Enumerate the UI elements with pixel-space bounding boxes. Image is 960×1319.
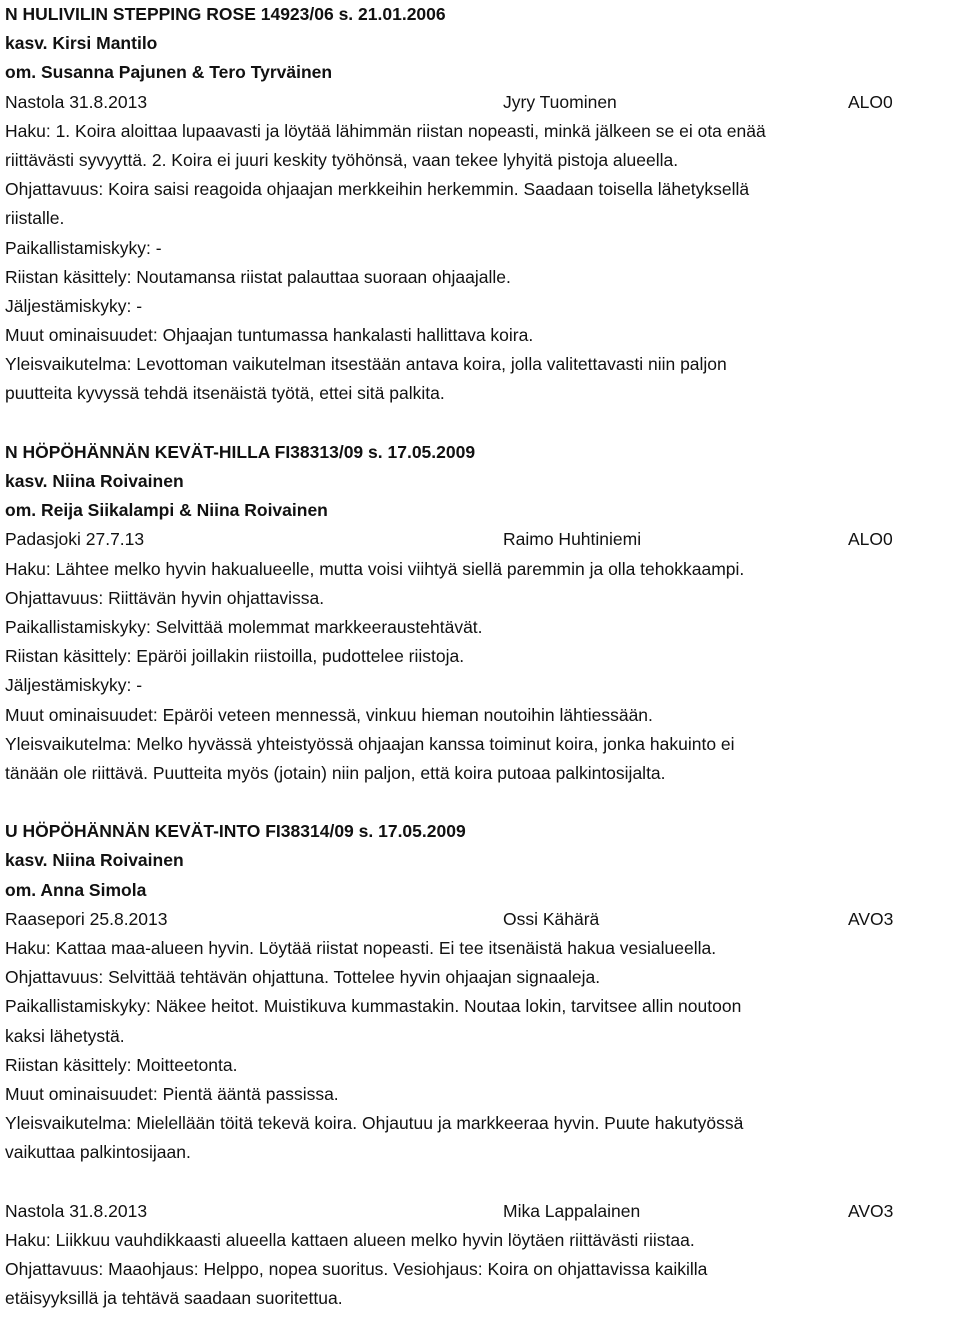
evaluation-text-line: riittävästi syvyyttä. 2. Koira ei juuri keskity työhönsä, vaan tekee lyhyitä pistoja alueella. (5, 149, 679, 170)
evaluation-text-line: Jäljestämiskyky: - (5, 675, 143, 696)
evaluation-text-line: Riistan käsittely: Noutamansa riistat palauttaa suoraan ohjaajalle. (5, 266, 511, 287)
evaluation-text-line: riistalle. (5, 208, 65, 229)
evaluation-text-line: Yleisvaikutelma: Levottoman vaikutelman itsestään antava koira, jolla valitettavasti niin paljon (5, 354, 727, 375)
evaluation-text-line: Paikallistamiskyky: Selvittää molemmat markkeeraustehtävät. (5, 616, 483, 637)
owner: om. Reija Siikalampi & Niina Roivainen (5, 500, 328, 521)
judge-name: Raimo Huhtiniemi (503, 529, 642, 550)
breeder: kasv. Niina Roivainen (5, 471, 184, 491)
dog-title: N HULIVILIN STEPPING ROSE 14923/06 s. 21.01.2006 (5, 4, 446, 24)
evaluation-text-line: Paikallistamiskyky: - (5, 237, 162, 258)
evaluation-header (5, 905, 950, 934)
breeder: kasv. Kirsi Mantilo (5, 33, 158, 54)
evaluation-text-line: kaksi lähetystä. (5, 1025, 125, 1046)
evaluation-text-line: Haku: 1. Koira aloittaa lupaavasti ja löytää lähimmän riistan nopeasti, minkä jälkeen se ei ota enää (5, 120, 766, 141)
evaluation-text-line: Yleisvaikutelma: Mielellään töitä tekevä koira. Ohjautuu ja markkeeraa hyvin. Puute hakutyössä (5, 1113, 744, 1134)
result-grade: AVO3 (848, 1200, 894, 1221)
evaluation-header (5, 88, 950, 117)
trial-place-date: Nastola 31.8.2013 (5, 1200, 148, 1221)
evaluation-text-line: Muut ominaisuudet: Epäröi veteen mennessä, vinkuu hieman noutoihin lähtiessään. (5, 704, 653, 725)
evaluation-text-line: Haku: Lähtee melko hyvin hakualueelle, mutta voisi viihtyä siellä paremmin ja olla tehokkaampi. (5, 558, 745, 579)
evaluation-text-line: Ohjattavuus: Maaohjaus: Helppo, nopea suoritus. Vesiohjaus: Koira on ohjattavissa kaikilla (5, 1259, 708, 1280)
evaluation-text-line: Muut ominaisuudet: Pientä ääntä passissa. (5, 1083, 339, 1104)
trial-place-date: Nastola 31.8.2013 (5, 91, 148, 112)
evaluation-text-line: Ohjattavuus: Koira saisi reagoida ohjaajan merkkeihin herkemmin. Saadaan toisella lähetyksellä (5, 179, 750, 200)
evaluation-text-line: Yleisvaikutelma: Melko hyvässä yhteistyössä ohjaajan kanssa toiminut koira, jonka hakuinto ei (5, 733, 735, 754)
result-grade: ALO0 (848, 91, 893, 112)
trial-place-date: Raasepori 25.8.2013 (5, 908, 168, 929)
evaluation (5, 1197, 950, 1314)
evaluation (5, 88, 950, 409)
evaluation-text-line: vaikuttaa palkintosijaan. (5, 1142, 191, 1163)
evaluation-header (5, 525, 950, 554)
dog-entry (5, 817, 950, 1313)
result-grade: ALO0 (848, 529, 893, 550)
dog-entry (5, 0, 950, 409)
owner: om. Susanna Pajunen & Tero Tyrväinen (5, 62, 333, 83)
evaluation (5, 525, 950, 788)
dog-entry (5, 438, 950, 788)
section-gap (5, 788, 950, 817)
dog-title: N HÖPÖHÄNNÄN KEVÄT-HILLA FI38313/09 s. 17.05.2009 (5, 441, 476, 462)
owner: om. Anna Simola (5, 879, 147, 900)
evaluation-text-line: Muut ominaisuudet: Ohjaajan tuntumassa hankalasti hallittava koira. (5, 325, 534, 346)
breeder: kasv. Niina Roivainen (5, 850, 184, 871)
section-gap (5, 409, 950, 438)
evaluation-text-line: Ohjattavuus: Riittävän hyvin ohjattavissa. (5, 587, 325, 608)
evaluation-text-line: etäisyyksillä ja tehtävä saadaan suoritettua. (5, 1288, 343, 1309)
result-grade: AVO3 (848, 908, 894, 929)
evaluation (5, 905, 950, 1168)
evaluation-text-line: Haku: Liikkuu vauhdikkaasti alueella kattaen alueen melko hyvin löytäen riittävästi riistaa. (5, 1229, 695, 1250)
evaluation-header (5, 1197, 950, 1226)
section-gap (5, 1168, 950, 1197)
dog-title: U HÖPÖHÄNNÄN KEVÄT-INTO FI38314/09 s. 17.05.2009 (5, 821, 466, 842)
evaluation-text-line: Riistan käsittely: Moitteetonta. (5, 1054, 238, 1075)
evaluation-text-line: Haku: Kattaa maa-alueen hyvin. Löytää riistat nopeasti. Ei tee itsenäistä hakua vesialueella. (5, 938, 717, 958)
judge-name: Jyry Tuominen (503, 91, 617, 112)
evaluation-text-line: puutteita kyvyssä tehdä itsenäistä työtä, ettei sitä palkita. (5, 383, 445, 404)
evaluation-text-line: Paikallistamiskyky: Näkee heitot. Muistikuva kummastakin. Noutaa lokin, tarvitsee allin noutoon (5, 996, 742, 1017)
judge-name: Mika Lappalainen (503, 1200, 641, 1221)
evaluation-text-line: Ohjattavuus: Selvittää tehtävän ohjattuna. Tottelee hyvin ohjaajan signaaleja. (5, 967, 601, 988)
evaluation-text-line: tänään ole riittävä. Puutteita myös (jotain) niin paljon, että koira putoaa palkintosijalta. (5, 762, 666, 783)
evaluation-text-line: Jäljestämiskyky: - (5, 295, 143, 316)
judge-name: Ossi Kähärä (503, 908, 600, 929)
document-page (5, 0, 950, 1313)
trial-place-date: Padasjoki 27.7.13 (5, 529, 145, 550)
evaluation-text-line: Riistan käsittely: Epäröi joillakin riistoilla, pudottelee riistoja. (5, 646, 465, 667)
